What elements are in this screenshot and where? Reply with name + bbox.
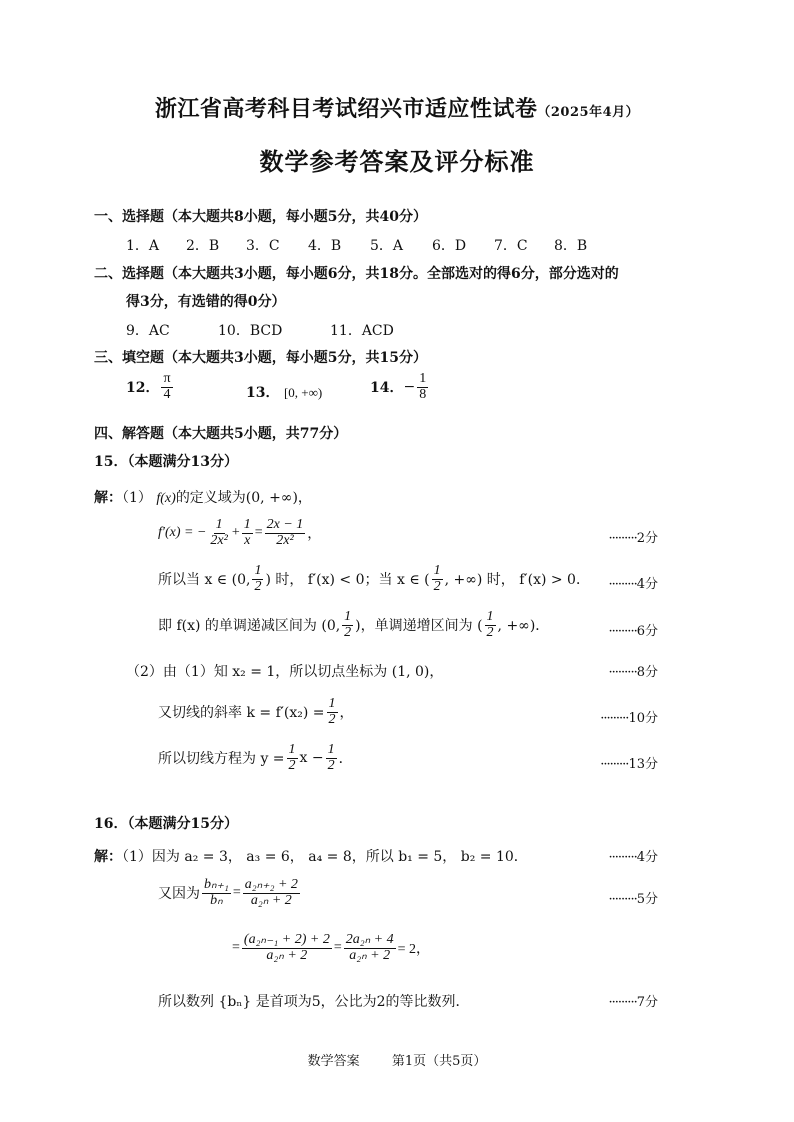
section1-answer-1: 1．A — [126, 238, 160, 254]
score-dots: ········· — [600, 757, 629, 772]
q16-line2-a: 又因为 — [158, 886, 200, 903]
half-den: 2 — [254, 578, 262, 594]
q15-tangent-end: ． — [338, 751, 353, 768]
q16-ratio-d-num: 2a₂ₙ + 4 — [345, 932, 394, 947]
score-value: 6分 — [636, 624, 658, 639]
q15-score-1 — [609, 527, 658, 546]
q15-mono-half-1 — [252, 564, 263, 594]
q16-score-2 — [609, 888, 658, 907]
half-num: 1 — [288, 742, 296, 757]
score-value: 8分 — [636, 665, 658, 680]
q16-ratio-c-num: (a₂ₙ₋₁ + 2) + 2 — [243, 932, 330, 947]
q16-line1-text: （1）因为 a₂ = 3， a₃ = 6， a₄ = 8，所以 b₁ = 5， b₂ = 10． — [122, 849, 528, 865]
q15-deriv-frac3-num: 2x − 1 — [266, 517, 304, 532]
q15-tangent — [158, 743, 353, 773]
q15-deriv-frac1-num: 1 — [215, 517, 223, 532]
q15-mono-a: 所以当 x ∈ (0, — [158, 572, 251, 589]
q15-slope — [158, 697, 354, 727]
q15-jie: 解： — [94, 490, 122, 506]
q16-ratio-d — [344, 933, 396, 963]
score-value: 13分 — [628, 757, 658, 772]
q15-mono-b: ) 时， f′(x) < 0；当 x ∈ ( — [265, 572, 430, 589]
section1-answer-7: 7．C — [494, 238, 528, 254]
q15-tangent-b: x − — [299, 750, 324, 767]
half-num: 1 — [486, 609, 494, 624]
q16-line4: 所以数列 {bₙ} 是首项为5，公比为2的等比数列． — [158, 994, 470, 1010]
q16-score-1 — [609, 846, 658, 865]
q16-ratio — [158, 878, 302, 908]
answer-13-label: 13． — [246, 385, 280, 401]
section1-heading: 一、选择题（本大题共8小题，每小题5分，共40分） — [94, 209, 427, 225]
q15-slope-end: ， — [339, 705, 354, 722]
q15-score-2 — [609, 573, 658, 592]
title-main: 浙江省高考科目考试绍兴市适应性试卷 — [154, 96, 538, 122]
q15-heading: 15．（本题满分13分） — [94, 454, 238, 470]
answer-13-value: [0, +∞) — [283, 385, 323, 400]
q16-ratio-end: = 2， — [397, 942, 431, 958]
q16-ratio-d-den: a₂ₙ + 2 — [349, 947, 391, 963]
score-value: 7分 — [636, 995, 658, 1010]
q16-score-3 — [609, 991, 658, 1010]
q15-score-4 — [609, 661, 658, 680]
score-dots: ········· — [608, 850, 637, 865]
q15-deriv-frac3 — [265, 518, 306, 548]
half-num: 1 — [328, 696, 336, 711]
q16-ratio-c-den: a₂ₙ + 2 — [266, 947, 308, 963]
section2-answer-10: 10．BCD — [218, 323, 283, 339]
q15-score-5 — [600, 707, 658, 726]
q15-mono-half-2 — [432, 564, 443, 594]
answer-14-label: 14． — [370, 380, 404, 397]
score-value: 4分 — [636, 577, 658, 592]
half-den: 2 — [288, 757, 296, 773]
q16-ratio-b-den: bₙ — [210, 892, 223, 908]
score-value: 10分 — [628, 711, 658, 726]
section1-answer-2: 2．B — [186, 238, 220, 254]
score-dots: ········· — [608, 577, 637, 592]
section1-answer-3: 3．C — [246, 238, 280, 254]
answer-14-den: 8 — [419, 386, 427, 402]
q15-score-3 — [609, 620, 658, 639]
q15-interval-half-2 — [485, 610, 496, 640]
answer-12-num: π — [163, 371, 171, 386]
q15-tangent-half-1 — [287, 743, 298, 773]
score-dots: ········· — [608, 995, 637, 1010]
q15-intervals — [158, 610, 549, 640]
section1-answer-4: 4．B — [308, 238, 342, 254]
footer-page: 第1页（共5页） — [391, 1054, 487, 1069]
half-den: 2 — [344, 624, 352, 640]
section2-heading-line1: 二、选择题（本大题共3小题，每小题6分，共18分。全部选对的得6分，部分选对的 — [94, 266, 619, 282]
q15-tangent-half-2 — [326, 743, 337, 773]
q15-mono-c: , +∞) 时， f′(x) > 0． — [444, 572, 590, 589]
q15-part1-domain — [94, 487, 312, 507]
page-footer — [0, 1050, 794, 1069]
q16-line1 — [94, 846, 528, 866]
half-den: 2 — [328, 711, 336, 727]
q15-tangent-a: 所以切线方程为 y = — [158, 751, 285, 768]
q16-jie: 解： — [94, 849, 122, 865]
answer-12 — [126, 372, 175, 402]
section1-answer-8: 8．B — [554, 238, 588, 254]
q15-deriv-frac2-num: 1 — [243, 517, 251, 532]
q15-deriv-eq: = — [254, 525, 263, 541]
section4-heading: 四、解答题（本大题共5小题，共77分） — [94, 426, 348, 442]
q15-interval-c: , +∞)． — [497, 618, 550, 635]
section3-heading: 三、填空题（本大题共3小题，每小题5分，共15分） — [94, 350, 427, 366]
q15-deriv-frac1 — [208, 518, 229, 548]
score-dots: ········· — [600, 711, 629, 726]
q15-deriv-frac3-den: 2x² — [276, 532, 294, 548]
q16-ratio-b — [202, 878, 231, 908]
q15-domain-text: 的定义域为(0, +∞)， — [175, 490, 312, 506]
q16-ratio-continued — [232, 933, 430, 963]
q15-interval-a: 即 f(x) 的单调递减区间为 (0, — [158, 618, 341, 635]
answer-14-fraction — [417, 372, 428, 402]
section1-answer-5: 5．A — [370, 238, 404, 254]
q15-deriv-plus: + — [231, 525, 240, 541]
q15-derivative — [158, 518, 321, 548]
q15-slope-half — [327, 697, 338, 727]
q15-deriv-frac2 — [242, 518, 253, 548]
half-num: 1 — [327, 742, 335, 757]
q15-monotonicity — [158, 564, 590, 594]
q15-part2: （2）由（1）知 x₂ = 1，所以切点坐标为 (1, 0)， — [126, 664, 444, 680]
q15-domain-fx: f(x) — [156, 491, 176, 506]
score-value: 5分 — [636, 892, 658, 907]
half-num: 1 — [344, 609, 352, 624]
q16-eq-3: = — [333, 940, 342, 956]
q16-ratio-b-num: bₙ₊₁ — [204, 877, 229, 892]
q15-interval-b: )，单调递增区间为 ( — [355, 618, 483, 635]
half-den: 2 — [327, 757, 335, 773]
q16-eq-1: = — [232, 885, 241, 901]
score-value: 4分 — [636, 850, 658, 865]
q16-heading: 16．（本题满分15分） — [94, 816, 238, 832]
q15-interval-half-1 — [342, 610, 353, 640]
footer-left: 数学答案 — [307, 1054, 360, 1069]
q15-deriv-lhs: f′(x) = − — [158, 525, 207, 541]
answer-12-fraction — [161, 372, 172, 402]
q16-eq-2: = — [232, 940, 240, 956]
answer-13 — [246, 382, 322, 402]
q15-part1-label: （1） — [122, 490, 152, 506]
score-dots: ········· — [608, 665, 637, 680]
answer-14-num: 1 — [419, 371, 427, 386]
q15-deriv-frac1-den: 2x² — [210, 532, 228, 548]
score-dots: ········· — [608, 531, 637, 546]
page-title — [0, 92, 794, 123]
q15-deriv-frac2-den: x — [244, 532, 251, 548]
score-dots: ········· — [608, 624, 637, 639]
page-subtitle: 数学参考答案及评分标准 — [259, 147, 535, 176]
q15-slope-a: 又切线的斜率 k = f′(x₂) = — [158, 705, 325, 722]
q16-ratio-a — [243, 878, 300, 908]
half-den: 2 — [433, 578, 441, 594]
answer-14-sign: − — [403, 379, 416, 396]
q16-ratio-c — [242, 933, 332, 963]
score-dots: ········· — [608, 892, 637, 907]
q15-score-6 — [600, 753, 658, 772]
section2-answer-9: 9．AC — [126, 323, 170, 339]
answer-12-label: 12． — [126, 380, 160, 397]
title-date: （2025年4月） — [537, 105, 640, 120]
q15-deriv-end: ， — [307, 526, 322, 543]
answer-12-den: 4 — [163, 386, 171, 402]
half-num: 1 — [254, 563, 262, 578]
half-den: 2 — [486, 624, 494, 640]
answer-14 — [370, 372, 430, 402]
section2-heading-line2: 得3分，有选错的得0分） — [126, 294, 286, 310]
q16-ratio-a-num: a₂ₙ₊₂ + 2 — [244, 877, 298, 892]
section1-answer-6: 6．D — [432, 238, 467, 254]
half-num: 1 — [433, 563, 441, 578]
section2-answer-11: 11．ACD — [330, 323, 394, 339]
q16-ratio-a-den: a₂ₙ + 2 — [250, 892, 292, 908]
score-value: 2分 — [636, 531, 658, 546]
